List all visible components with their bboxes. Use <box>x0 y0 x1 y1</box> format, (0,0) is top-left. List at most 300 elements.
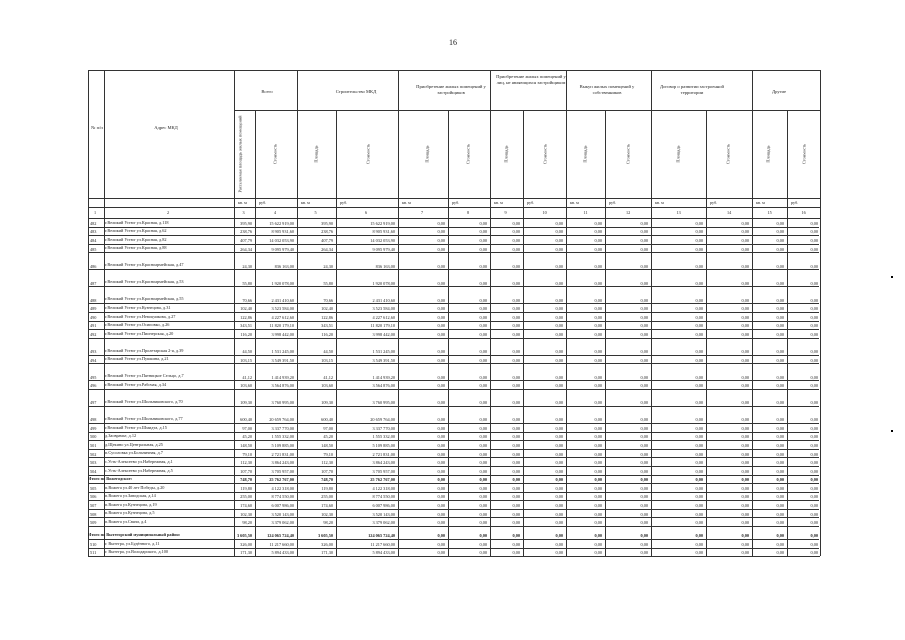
zero-value: 0,00 <box>512 383 520 389</box>
zero-value: 0,00 <box>479 263 487 269</box>
zero-value: 0,00 <box>594 357 602 363</box>
zero-value: 0,00 <box>555 331 563 337</box>
zero-value: 0,00 <box>741 550 749 556</box>
zero-value: 0,00 <box>640 263 648 269</box>
zero-value: 0,00 <box>776 263 784 269</box>
zero-value: 0,00 <box>810 348 818 354</box>
zero-value: 0,00 <box>437 297 445 303</box>
row-address: п.Вожега ул.Кузнецова, д.19 <box>105 501 157 507</box>
zero-value: 0,00 <box>640 550 648 556</box>
column-number: 15 <box>767 210 772 215</box>
zero-value: 0,00 <box>594 417 602 423</box>
row-value: 44,50 <box>323 348 333 354</box>
zero-value: 0,00 <box>512 237 520 243</box>
row-address: п.Сусоловка ул.Больничная, д.7 <box>105 450 163 456</box>
row-value: 102,40 <box>321 306 333 312</box>
zero-value: 0,00 <box>512 511 520 517</box>
zero-value: 0,00 <box>594 263 602 269</box>
table-row <box>88 338 819 355</box>
zero-value: 0,00 <box>776 246 784 252</box>
row-value: 2 721 831,00 <box>372 451 395 457</box>
row-number: 510 <box>90 541 97 547</box>
row-value: 1 414 939,20 <box>271 374 294 380</box>
zero-value: 0,00 <box>479 460 487 466</box>
zero-value: 0,00 <box>640 374 648 380</box>
zero-value: 0,00 <box>594 297 602 303</box>
row-number: 494 <box>90 357 97 363</box>
column-number: 16 <box>801 210 806 215</box>
row-number: 485 <box>90 246 97 252</box>
zero-value: 0,00 <box>512 220 520 226</box>
table-row <box>88 244 819 253</box>
row-address: д.Заоврачье, д.12 <box>105 433 137 439</box>
unit-label: кв. м <box>494 200 503 205</box>
row-number: 492 <box>90 331 97 337</box>
row-value: 122,86 <box>240 314 252 320</box>
zero-value: 0,00 <box>640 533 648 539</box>
zero-value: 0,00 <box>695 503 703 509</box>
zero-value: 0,00 <box>776 442 784 448</box>
header-buyout-owners: Выкуп жилых помещений у собственников <box>579 84 635 95</box>
sub-header-area: Площадь <box>582 145 588 163</box>
row-number: 511 <box>90 550 97 556</box>
zero-value: 0,00 <box>640 297 648 303</box>
zero-value: 0,00 <box>741 306 749 312</box>
table-row <box>88 423 819 432</box>
sub-header-cost: Стоимость <box>365 143 371 165</box>
row-value: 4 227 612,60 <box>271 314 294 320</box>
unit-label: руб. <box>609 200 617 205</box>
zero-value: 0,00 <box>741 494 749 500</box>
zero-value: 0,00 <box>437 237 445 243</box>
row-value: 3 705 957,00 <box>271 468 294 474</box>
zero-value: 0,00 <box>437 533 445 539</box>
zero-value: 0,00 <box>479 417 487 423</box>
zero-value: 0,00 <box>695 400 703 406</box>
zero-value: 0,00 <box>810 400 818 406</box>
table-row <box>88 449 819 458</box>
zero-value: 0,00 <box>695 297 703 303</box>
row-value: 103,15 <box>240 357 252 363</box>
zero-value: 0,00 <box>555 434 563 440</box>
row-value: 343,51 <box>240 323 252 329</box>
zero-value: 0,00 <box>437 417 445 423</box>
header-purchase-nondev: Приобретение жилых помещений у лиц, не являющихся застройщиком <box>496 74 566 85</box>
zero-value: 0,00 <box>479 297 487 303</box>
row-address: г.Великий Устюг ул.Красная, д.62 <box>105 228 167 234</box>
row-address: г.Великий Устюг ул.Пролетарская 2-я, д.39 <box>105 347 184 353</box>
row-value: 15 622 919,00 <box>269 220 294 226</box>
zero-value: 0,00 <box>695 280 703 286</box>
row-value: 14 032 053,90 <box>370 237 395 243</box>
zero-value: 0,00 <box>512 477 520 483</box>
zero-value: 0,00 <box>810 383 818 389</box>
row-value: 3 520 143,00 <box>372 511 395 517</box>
zero-value: 0,00 <box>555 297 563 303</box>
zero-value: 0,00 <box>640 451 648 457</box>
zero-value: 0,00 <box>695 323 703 329</box>
zero-value: 0,00 <box>695 229 703 235</box>
row-value: 9 095 979,40 <box>372 246 395 252</box>
table-row <box>88 363 819 380</box>
zero-value: 0,00 <box>594 511 602 517</box>
zero-value: 0,00 <box>555 220 563 226</box>
row-value: 103,60 <box>321 383 333 389</box>
zero-value: 0,00 <box>810 374 818 380</box>
header-total: Всего <box>261 89 273 94</box>
row-value: 8 774 550,00 <box>271 494 294 500</box>
unit-label: руб. <box>452 200 460 205</box>
zero-value: 0,00 <box>512 451 520 457</box>
zero-value: 0,00 <box>479 314 487 320</box>
zero-value: 0,00 <box>479 383 487 389</box>
row-value: 45,20 <box>242 434 252 440</box>
row-value: 70,66 <box>323 297 333 303</box>
zero-value: 0,00 <box>776 400 784 406</box>
table-row <box>88 432 819 441</box>
zero-value: 0,00 <box>512 348 520 354</box>
zero-value: 0,00 <box>437 511 445 517</box>
row-number: 498 <box>90 417 97 423</box>
zero-value: 0,00 <box>437 229 445 235</box>
zero-value: 0,00 <box>695 451 703 457</box>
zero-value: 0,00 <box>594 468 602 474</box>
zero-value: 0,00 <box>776 374 784 380</box>
row-value: 5 894 433,00 <box>271 550 294 556</box>
row-value: 748,70 <box>240 477 252 483</box>
zero-value: 0,00 <box>594 314 602 320</box>
unit-label: руб. <box>710 200 718 205</box>
table-row <box>88 269 819 286</box>
zero-value: 0,00 <box>776 331 784 337</box>
row-number: 489 <box>90 306 97 312</box>
row-value: 836 163,00 <box>274 263 294 269</box>
row-value: 3 379 062,00 <box>271 520 294 526</box>
row-value: 3 760 995,00 <box>372 400 395 406</box>
zero-value: 0,00 <box>776 314 784 320</box>
zero-value: 0,00 <box>695 383 703 389</box>
zero-value: 0,00 <box>776 306 784 312</box>
zero-value: 0,00 <box>437 263 445 269</box>
row-value: 3 337 770,00 <box>271 425 294 431</box>
zero-value: 0,00 <box>594 280 602 286</box>
zero-value: 0,00 <box>594 434 602 440</box>
zero-value: 0,00 <box>741 425 749 431</box>
zero-value: 0,00 <box>555 314 563 320</box>
zero-value: 0,00 <box>810 314 818 320</box>
row-number: 506 <box>90 494 97 500</box>
row-value: 109,30 <box>321 400 333 406</box>
zero-value: 0,00 <box>512 434 520 440</box>
zero-value: 0,00 <box>437 541 445 547</box>
unit-label: руб. <box>527 200 535 205</box>
zero-value: 0,00 <box>810 533 818 539</box>
zero-value: 0,00 <box>810 541 818 547</box>
row-value: 102,30 <box>321 511 333 517</box>
row-number: 493 <box>90 348 97 354</box>
zero-value: 0,00 <box>810 237 818 243</box>
zero-value: 0,00 <box>640 442 648 448</box>
row-number: 505 <box>90 485 97 491</box>
row-address: г.Великий Устюг ул.Шильниковского, д.70 <box>105 398 183 404</box>
zero-value: 0,00 <box>776 503 784 509</box>
zero-value: 0,00 <box>512 306 520 312</box>
row-value: 395,90 <box>240 220 252 226</box>
zero-value: 0,00 <box>479 246 487 252</box>
table-row <box>88 389 819 406</box>
zero-value: 0,00 <box>695 550 703 556</box>
row-value: 119,80 <box>240 485 252 491</box>
table-row <box>88 483 819 492</box>
row-value: 112,30 <box>321 460 333 466</box>
unit-label: руб. <box>340 200 348 205</box>
row-value: 3 998 442,00 <box>271 331 294 337</box>
zero-value: 0,00 <box>640 237 648 243</box>
zero-value: 0,00 <box>741 460 749 466</box>
sub-header-cost: Стоимость <box>725 143 731 165</box>
row-value: 1 531 245,00 <box>372 348 395 354</box>
sub-header-cost: Стоимость <box>542 143 548 165</box>
row-value: 103,15 <box>321 357 333 363</box>
zero-value: 0,00 <box>810 451 818 457</box>
row-value: 264,34 <box>321 246 333 252</box>
column-number: 14 <box>727 210 732 215</box>
unit-label: кв. м <box>402 200 411 205</box>
column-number: 7 <box>421 210 424 215</box>
zero-value: 0,00 <box>437 477 445 483</box>
row-value: 97,00 <box>323 425 333 431</box>
zero-value: 0,00 <box>776 237 784 243</box>
row-number: 503 <box>90 460 97 466</box>
zero-value: 0,00 <box>741 442 749 448</box>
row-value: 107,70 <box>240 468 252 474</box>
grid-line <box>88 70 820 71</box>
zero-value: 0,00 <box>776 297 784 303</box>
zero-value: 0,00 <box>479 533 487 539</box>
zero-value: 0,00 <box>640 494 648 500</box>
zero-value: 0,00 <box>741 417 749 423</box>
row-value: 41,12 <box>323 374 333 380</box>
zero-value: 0,00 <box>594 494 602 500</box>
zero-value: 0,00 <box>437 220 445 226</box>
zero-value: 0,00 <box>512 357 520 363</box>
header-num: № п/п <box>91 125 103 130</box>
zero-value: 0,00 <box>810 297 818 303</box>
row-address: Итого по Вытегорский муниципальный район: <box>88 532 181 538</box>
zero-value: 0,00 <box>555 494 563 500</box>
row-value: 6 007 986,00 <box>372 503 395 509</box>
row-value: 171,30 <box>321 550 333 556</box>
table-row <box>88 286 819 303</box>
page-number: 16 <box>449 38 457 47</box>
sub-header-area-total: Расселяемая площадь жилых помещений <box>237 115 243 193</box>
zero-value: 0,00 <box>512 417 520 423</box>
row-value: 1 555 332,00 <box>271 434 294 440</box>
zero-value: 0,00 <box>776 541 784 547</box>
zero-value: 0,00 <box>555 280 563 286</box>
zero-value: 0,00 <box>479 374 487 380</box>
zero-value: 0,00 <box>640 348 648 354</box>
zero-value: 0,00 <box>810 323 818 329</box>
zero-value: 0,00 <box>512 494 520 500</box>
sub-header-area: Площадь <box>424 145 430 163</box>
row-address: г.Великий Устюг ул.Красноармейская, д.55 <box>105 296 184 302</box>
row-value: 326,00 <box>240 541 252 547</box>
row-value: 79,10 <box>242 451 252 457</box>
zero-value: 0,00 <box>741 246 749 252</box>
zero-value: 0,00 <box>640 460 648 466</box>
column-number: 12 <box>626 210 631 215</box>
row-value: 600,40 <box>321 417 333 423</box>
zero-value: 0,00 <box>594 306 602 312</box>
table-row <box>88 312 819 321</box>
row-value: 255,00 <box>321 494 333 500</box>
zero-value: 0,00 <box>741 220 749 226</box>
table-row <box>88 539 819 548</box>
zero-value: 0,00 <box>594 323 602 329</box>
header-territory-contract: Договор о развитии застроенной территории <box>660 84 724 95</box>
zero-value: 0,00 <box>776 434 784 440</box>
row-value: 171,30 <box>240 550 252 556</box>
row-value: 107,70 <box>321 468 333 474</box>
zero-value: 0,00 <box>479 306 487 312</box>
zero-value: 0,00 <box>555 550 563 556</box>
zero-value: 0,00 <box>479 494 487 500</box>
zero-value: 0,00 <box>695 417 703 423</box>
zero-value: 0,00 <box>555 503 563 509</box>
zero-value: 0,00 <box>741 541 749 547</box>
zero-value: 0,00 <box>512 280 520 286</box>
row-value: 343,51 <box>321 323 333 329</box>
row-value: 1 531 245,00 <box>271 348 294 354</box>
scan-mark <box>891 430 893 432</box>
zero-value: 0,00 <box>741 400 749 406</box>
row-value: 5 109 885,00 <box>372 442 395 448</box>
row-value: 24,30 <box>323 263 333 269</box>
row-number: 504 <box>90 468 97 474</box>
column-number: 8 <box>467 210 470 215</box>
zero-value: 0,00 <box>594 477 602 483</box>
row-value: 3 564 876,00 <box>372 383 395 389</box>
zero-value: 0,00 <box>594 331 602 337</box>
zero-value: 0,00 <box>741 229 749 235</box>
zero-value: 0,00 <box>640 280 648 286</box>
row-value: 44,50 <box>242 348 252 354</box>
row-address: г.Великий Устюг ул.Пушкина, д.21 <box>105 356 169 362</box>
zero-value: 0,00 <box>437 468 445 474</box>
row-address: г.Великий Устюг ул.Красноармейская, д.53 <box>105 279 184 285</box>
zero-value: 0,00 <box>741 331 749 337</box>
zero-value: 0,00 <box>741 280 749 286</box>
zero-value: 0,00 <box>479 550 487 556</box>
row-number: 495 <box>90 374 97 380</box>
zero-value: 0,00 <box>695 520 703 526</box>
row-value: 326,00 <box>321 541 333 547</box>
zero-value: 0,00 <box>695 541 703 547</box>
zero-value: 0,00 <box>695 477 703 483</box>
zero-value: 0,00 <box>555 348 563 354</box>
zero-value: 0,00 <box>741 533 749 539</box>
zero-value: 0,00 <box>776 511 784 517</box>
zero-value: 0,00 <box>594 442 602 448</box>
zero-value: 0,00 <box>555 237 563 243</box>
unit-label: руб. <box>259 200 267 205</box>
zero-value: 0,00 <box>695 237 703 243</box>
column-number: 4 <box>274 210 277 215</box>
zero-value: 0,00 <box>594 400 602 406</box>
sub-header-cost: Стоимость <box>465 143 471 165</box>
zero-value: 0,00 <box>594 246 602 252</box>
zero-value: 0,00 <box>810 229 818 235</box>
zero-value: 0,00 <box>512 374 520 380</box>
row-address: г.Великий Устюг ул.Красная, д.88 <box>105 245 167 251</box>
row-value: 20 659 764,00 <box>269 417 294 423</box>
row-address: г.Великий Устюг ул.Пятницкое Сельцо, д.7 <box>105 373 184 379</box>
unit-label: руб. <box>791 200 799 205</box>
zero-value: 0,00 <box>810 263 818 269</box>
zero-value: 0,00 <box>437 280 445 286</box>
zero-value: 0,00 <box>555 442 563 448</box>
row-value: 1 555 332,00 <box>372 434 395 440</box>
zero-value: 0,00 <box>741 520 749 526</box>
zero-value: 0,00 <box>640 314 648 320</box>
row-value: 3 379 062,00 <box>372 520 395 526</box>
row-value: 264,34 <box>240 246 252 252</box>
zero-value: 0,00 <box>479 434 487 440</box>
column-number: 11 <box>583 210 588 215</box>
zero-value: 0,00 <box>695 442 703 448</box>
table-row <box>88 227 819 236</box>
row-address: г.Великий Устюг ул.Пионерская, д.20 <box>105 330 174 336</box>
row-value: 25 762 767,00 <box>269 477 294 483</box>
zero-value: 0,00 <box>640 520 648 526</box>
sub-header-cost: Стоимость <box>625 143 631 165</box>
zero-value: 0,00 <box>437 550 445 556</box>
zero-value: 0,00 <box>776 460 784 466</box>
zero-value: 0,00 <box>555 533 563 539</box>
header-purchase-developers: Приобретение жилых помещений у застройщиков <box>416 84 486 95</box>
row-value: 3 523 584,00 <box>271 306 294 312</box>
unit-label: кв. м <box>238 200 247 205</box>
zero-value: 0,00 <box>437 374 445 380</box>
table-row <box>88 466 819 475</box>
zero-value: 0,00 <box>810 306 818 312</box>
zero-value: 0,00 <box>640 331 648 337</box>
row-value: 122,86 <box>321 314 333 320</box>
zero-value: 0,00 <box>695 246 703 252</box>
column-number: 10 <box>542 210 547 215</box>
row-value: 4 122 318,00 <box>271 485 294 491</box>
row-value: 5 894 433,00 <box>372 550 395 556</box>
row-value: 55,80 <box>242 280 252 286</box>
zero-value: 0,00 <box>776 425 784 431</box>
row-value: 109,30 <box>240 400 252 406</box>
row-value: 9 095 979,40 <box>271 246 294 252</box>
zero-value: 0,00 <box>741 477 749 483</box>
zero-value: 0,00 <box>594 520 602 526</box>
unit-label: кв. м <box>655 200 664 205</box>
zero-value: 0,00 <box>741 434 749 440</box>
zero-value: 0,00 <box>594 550 602 556</box>
zero-value: 0,00 <box>640 306 648 312</box>
zero-value: 0,00 <box>640 503 648 509</box>
row-value: 3 549 391,50 <box>271 357 294 363</box>
row-value: 15 622 919,00 <box>370 220 395 226</box>
row-number: 496 <box>90 383 97 389</box>
grid-line <box>88 207 820 208</box>
zero-value: 0,00 <box>741 468 749 474</box>
row-value: 600,40 <box>240 417 252 423</box>
